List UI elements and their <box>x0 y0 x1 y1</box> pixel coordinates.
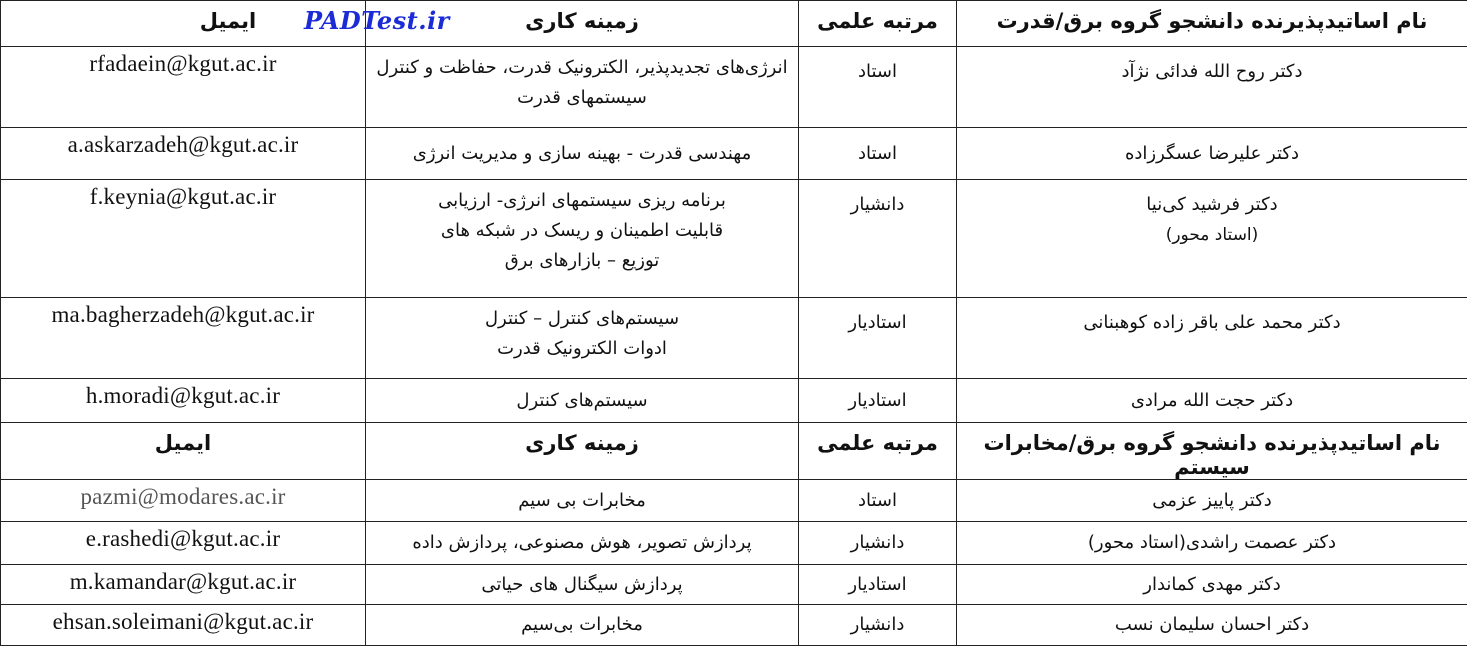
email-cell[interactable]: pazmi@modares.ac.ir <box>1 480 366 522</box>
name-header: نام اساتیدپذیرنده دانشجو گروه برق/قدرت <box>957 1 1467 47</box>
rank-header: مرتبه علمی <box>799 1 957 47</box>
table-row <box>1 522 1467 565</box>
watermark-logo: PADTest.ir <box>304 6 450 35</box>
name-cell <box>957 180 1467 298</box>
table-header-row <box>1 423 1467 480</box>
email-cell[interactable]: ehsan.soleimani@kgut.ac.ir <box>1 605 366 646</box>
name-cell: دکتر علیرضا عسگرزاده <box>957 128 1467 180</box>
rank-cell: استادیار <box>799 565 957 605</box>
name-text: دکتر فرشید کی‌نیا <box>965 190 1459 220</box>
name-cell: دکتر عصمت راشدی(استاد محور) <box>957 522 1467 565</box>
name-cell: دکتر حجت الله مرادی <box>957 379 1467 423</box>
email-cell[interactable]: f.keynia@kgut.ac.ir <box>1 180 366 298</box>
table-row <box>1 605 1467 646</box>
email-cell[interactable]: m.kamandar@kgut.ac.ir <box>1 565 366 605</box>
name-cell: دکتر پاییز عزمی <box>957 480 1467 522</box>
table-header-row <box>1 1 1467 47</box>
table-row <box>1 180 1467 298</box>
field-cell: مخابرات بی‌سیم <box>366 605 799 646</box>
field-cell: مهندسی قدرت - بهینه سازی و مدیریت انرژی <box>366 128 799 180</box>
table-row <box>1 128 1467 180</box>
field-cell: سیستم‌های کنترل <box>366 379 799 423</box>
field-cell: پردازش سیگنال های حیاتی <box>366 565 799 605</box>
email-header: ایمیل <box>1 423 366 480</box>
email-cell[interactable]: a.askarzadeh@kgut.ac.ir <box>1 128 366 180</box>
rank-cell: استادیار <box>799 379 957 423</box>
rank-cell: دانشیار <box>799 522 957 565</box>
table-row <box>1 47 1467 128</box>
rank-cell: استاد <box>799 480 957 522</box>
email-header: ایمیل <box>1 1 366 47</box>
field-cell: پردازش تصویر، هوش مصنوعی، پردازش داده <box>366 522 799 565</box>
field-cell: سیستم‌های کنترل – کنترل ادوات الکترونیک قدرت <box>366 298 799 379</box>
rank-cell: استادیار <box>799 298 957 379</box>
field-header: زمینه کاری <box>366 423 799 480</box>
name-cell: دکتر محمد علی باقر زاده کوهبنانی <box>957 298 1467 379</box>
field-cell: برنامه ریزی سیستمهای انرژی- ارزیابی قابلیت اطمینان و ریسک در شبکه های توزیع – بازارهای برق <box>366 180 799 298</box>
table-row <box>1 480 1467 522</box>
name-cell: دکتر روح الله فدائی نژآد <box>957 47 1467 128</box>
name-cell: دکتر مهدی کماندار <box>957 565 1467 605</box>
rank-cell: استاد <box>799 128 957 180</box>
field-cell: انرژی‌های تجدیدپذیر، الکترونیک قدرت، حفاظت و کنترل سیستمهای قدرت <box>366 47 799 128</box>
name-cell: دکتر احسان سلیمان نسب <box>957 605 1467 646</box>
table-row <box>1 298 1467 379</box>
name-header: نام اساتیدپذیرنده دانشجو گروه برق/مخابرات سیستم <box>957 423 1467 480</box>
rank-cell: دانشیار <box>799 605 957 646</box>
email-cell[interactable]: h.moradi@kgut.ac.ir <box>1 379 366 423</box>
rank-cell: استاد <box>799 47 957 128</box>
email-cell[interactable]: ma.bagherzadeh@kgut.ac.ir <box>1 298 366 379</box>
field-header: زمینه کاری <box>366 1 799 47</box>
email-cell[interactable]: e.rashedi@kgut.ac.ir <box>1 522 366 565</box>
rank-header: مرتبه علمی <box>799 423 957 480</box>
rank-cell: دانشیار <box>799 180 957 298</box>
table-row <box>1 565 1467 605</box>
name-note: (استاد محور) <box>965 220 1459 250</box>
table-row <box>1 379 1467 423</box>
field-cell: مخابرات بی سیم <box>366 480 799 522</box>
email-cell[interactable]: rfadaein@kgut.ac.ir <box>1 47 366 128</box>
